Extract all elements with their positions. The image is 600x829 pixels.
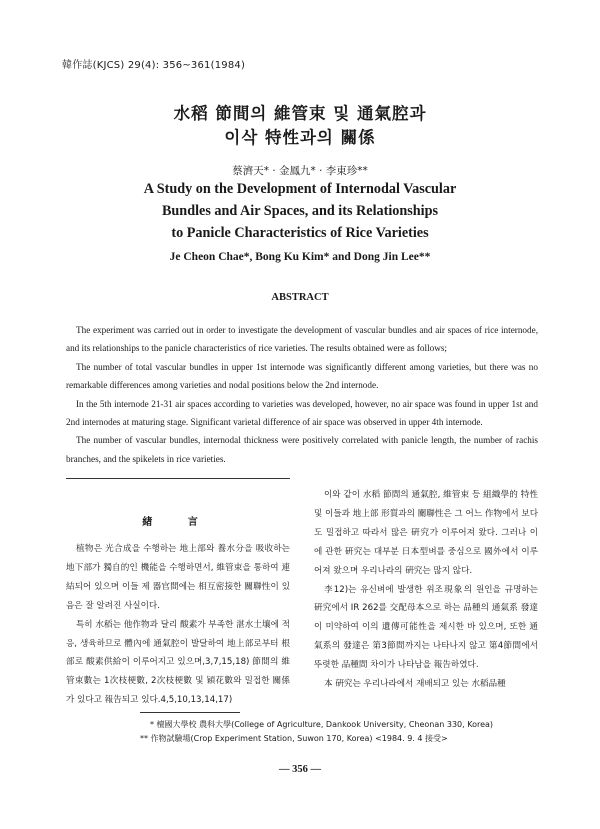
body-paragraph: 李12)는 유신벼에 발생한 위조現象의 원인을 규명하는 硏究에서 IR 262를 交配母本으로 하는 品種의 通氣系 發達이 미약하여 이의 遺傳可能性을 제시한 바 있으며, 또한 通氣系의 發達은 第3節間까지는 나타나지 않고 第4節間에서 뚜렷한 品種間 차이가 나타남을 報告하였다.	[314, 584, 538, 671]
body-paragraph: 植物은 光合成을 수행하는 地上部와 養水分을 吸收하는 地下部가 獨自的인 機能을 수행하면서, 維管束을 통하여 連結되어 있으며 이들 제 器官間에는 相互密接한 關聯性이 있음은 잘 알려진 사실이다.	[66, 544, 290, 611]
body-column-left	[66, 540, 290, 710]
english-title-line-1: A Study on the Development of Internodal Vascular	[143, 181, 457, 197]
abstract-paragraph: In the 5th internode 21-31 air spaces according to varieties was developed, however, no air space was found in upper 1st and 2nd internodes at maturing stage. Significant varietal difference of air space was observed in upper 4th internode.	[66, 398, 538, 428]
abstract-heading: ABSTRACT	[271, 292, 329, 303]
page-number: — 356 —	[279, 764, 321, 775]
section-divider	[66, 478, 290, 479]
korean-title-line-2: 이삭 特性과의 關係	[224, 128, 376, 147]
abstract-body	[66, 321, 538, 468]
english-authors: Je Cheon Chae*, Bong Ku Kim* and Dong Jin Lee**	[169, 251, 431, 263]
journal-reference: 韓作誌(KJCS) 29(4): 356~361(1984)	[62, 60, 246, 71]
abstract-paragraph: The number of vascular bundles, internodal thickness were positively correlated with panicle length, the number of rachis branches, and the spikelets in rice varieties.	[66, 435, 538, 464]
english-title-line-3: to Panicle Characteristics of Rice Varieties	[171, 225, 429, 241]
korean-authors: 蔡濟天* · 金鳳九* · 李東珍**	[232, 165, 368, 177]
abstract-paragraph: The number of total vascular bundles in upper 1st internode was significantly different among varieties, but there was no remarkable differences among varieties and nodal positions below the 2nd internode.	[66, 361, 538, 391]
body-paragraph: 本 硏究는 우리나라에서 재배되고 있는 水稻品種	[324, 679, 506, 690]
korean-title-line-1: 水稻 節間의 維管束 및 通氣腔과	[173, 104, 427, 123]
footnote-affiliation-2: ** 作物試驗場(Crop Experiment Station, Suwon 170, Korea) <1984. 9. 4 接受>	[140, 734, 448, 743]
body-paragraph: 이와 같이 水稻 節間의 通氣腔, 維管束 등 組織學的 特性 및 이들과 地上部 形質과의 關聯性은 그 어느 作物에서 보다도 밀접하고 따라서 많은 硏究가 이루어져 왔다. 그러나 이에 관한 硏究는 대부분 日本型벼를 중심으로 國外에서 이루어져 왔으며 우리나라의 硏究는 많지 않다.	[314, 490, 539, 576]
body-paragraph: 특히 水稻는 他作物과 달리 酸素가 부족한 湛水土壤에 적응, 생육하므로 體內에 通氣腔이 발달하여 地上部로부터 根部로 酸素供給이 이루어지고 있으며,3,7,15,18) 節間의 維管束數는 1次枝梗數, 2次枝梗數 및 穎花數와 밀접한 關係가 있다고 報告되고 있다.4,5,10,13,14,17)	[66, 619, 290, 706]
english-title-line-2: Bundles and Air Spaces, and its Relationships	[161, 203, 439, 219]
footnote-divider	[140, 712, 240, 713]
abstract-paragraph: The experiment was carried out in order to investigate the development of vascular bundles and air spaces of rice internode, and its relationships to the panicle characteristics of rice varieties. The results obtained were as follows;	[66, 325, 538, 354]
body-column-right	[314, 486, 538, 694]
footnote-affiliation-1: * 檀國大學校 農科大學(College of Agriculture, Dankook University, Cheonan 330, Korea)	[150, 720, 494, 729]
section-heading-introduction: 緖 言	[142, 517, 214, 528]
